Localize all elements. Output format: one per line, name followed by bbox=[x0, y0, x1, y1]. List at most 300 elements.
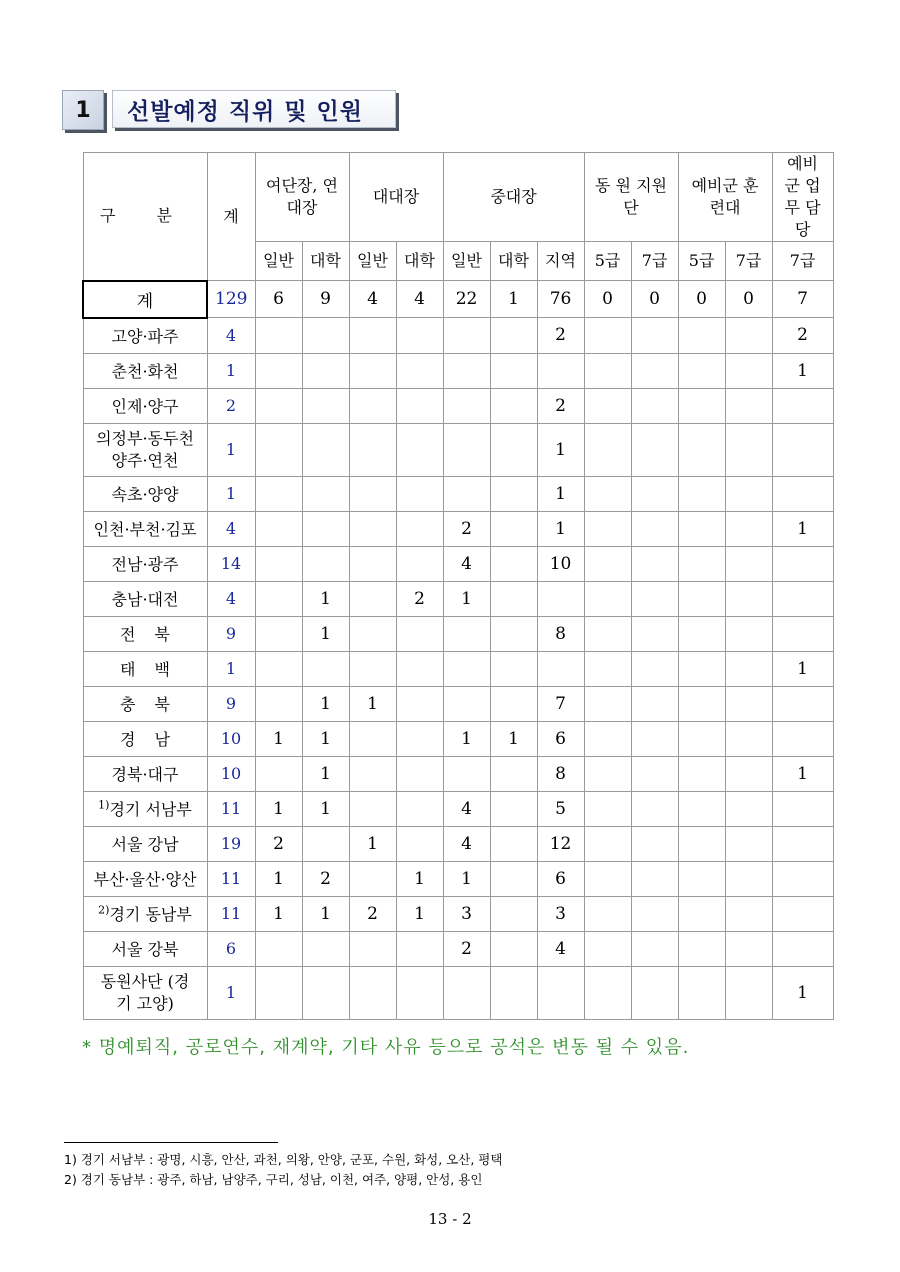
row-cell bbox=[443, 651, 490, 686]
row-cell bbox=[255, 931, 302, 966]
row-cell bbox=[631, 546, 678, 581]
row-cell bbox=[396, 616, 443, 651]
row-cell: 2 bbox=[537, 388, 584, 423]
row-cell bbox=[302, 966, 349, 1019]
table-row bbox=[83, 476, 833, 511]
row-label: 경기 서남부 bbox=[109, 800, 192, 819]
positions-table bbox=[82, 152, 834, 1020]
row-cell bbox=[537, 651, 584, 686]
row-cell bbox=[772, 931, 833, 966]
row-label: 인제·양구 bbox=[111, 397, 179, 416]
header-sub: 대학 bbox=[396, 242, 443, 281]
row-cell bbox=[725, 651, 772, 686]
row-cell: 2 bbox=[443, 931, 490, 966]
row-cell bbox=[678, 931, 725, 966]
row-cell bbox=[302, 353, 349, 388]
row-cell bbox=[631, 966, 678, 1019]
row-cell bbox=[631, 616, 678, 651]
row-cell: 2 bbox=[443, 511, 490, 546]
row-total: 9 bbox=[207, 616, 255, 651]
total-row-cell: 76 bbox=[537, 281, 584, 318]
row-cell bbox=[725, 756, 772, 791]
row-cell: 4 bbox=[443, 791, 490, 826]
row-label: 부산·울산·양산 bbox=[93, 870, 197, 889]
row-cell bbox=[396, 826, 443, 861]
row-cell bbox=[537, 581, 584, 616]
total-row-cell: 0 bbox=[584, 281, 631, 318]
row-cell bbox=[631, 896, 678, 931]
row-cell: 7 bbox=[537, 686, 584, 721]
row-cell bbox=[396, 388, 443, 423]
footnote-marker: 2) bbox=[98, 903, 110, 917]
header-sub: 일반 bbox=[255, 242, 302, 281]
row-total: 1 bbox=[207, 476, 255, 511]
row-cell bbox=[490, 966, 537, 1019]
row-cell bbox=[725, 686, 772, 721]
row-label: 태 백 bbox=[120, 660, 170, 679]
row-cell bbox=[349, 931, 396, 966]
row-cell bbox=[772, 546, 833, 581]
row-cell bbox=[302, 546, 349, 581]
row-cell: 6 bbox=[537, 861, 584, 896]
table-row bbox=[83, 931, 833, 966]
row-cell bbox=[725, 581, 772, 616]
table-row bbox=[83, 546, 833, 581]
row-cell bbox=[678, 616, 725, 651]
row-label-cell bbox=[83, 651, 207, 686]
row-label-cell bbox=[83, 826, 207, 861]
row-cell bbox=[584, 966, 631, 1019]
row-cell bbox=[302, 423, 349, 476]
row-cell bbox=[396, 791, 443, 826]
row-cell bbox=[490, 476, 537, 511]
row-cell: 1 bbox=[772, 756, 833, 791]
row-cell bbox=[678, 896, 725, 931]
row-cell bbox=[443, 318, 490, 354]
row-total: 10 bbox=[207, 721, 255, 756]
row-cell bbox=[443, 423, 490, 476]
row-cell bbox=[349, 721, 396, 756]
row-cell bbox=[772, 581, 833, 616]
row-cell bbox=[302, 931, 349, 966]
row-label-cell bbox=[83, 756, 207, 791]
row-cell bbox=[678, 966, 725, 1019]
row-cell: 1 bbox=[302, 581, 349, 616]
row-cell bbox=[584, 826, 631, 861]
row-cell bbox=[631, 721, 678, 756]
row-cell bbox=[490, 318, 537, 354]
row-cell: 6 bbox=[537, 721, 584, 756]
row-cell bbox=[255, 353, 302, 388]
row-cell bbox=[490, 423, 537, 476]
row-cell bbox=[772, 791, 833, 826]
section-heading bbox=[62, 90, 402, 134]
row-label: 전남·광주 bbox=[111, 555, 179, 574]
row-cell bbox=[255, 318, 302, 354]
row-cell bbox=[255, 388, 302, 423]
row-cell: 2 bbox=[349, 896, 396, 931]
row-cell bbox=[725, 931, 772, 966]
row-cell bbox=[490, 388, 537, 423]
header-group: 여단장, 연대장 bbox=[255, 153, 349, 242]
row-cell bbox=[584, 721, 631, 756]
table-row bbox=[83, 423, 833, 476]
header-sub: 대학 bbox=[302, 242, 349, 281]
total-row-cell: 4 bbox=[396, 281, 443, 318]
row-cell bbox=[349, 616, 396, 651]
section-number: 1 bbox=[62, 90, 104, 130]
row-cell bbox=[725, 388, 772, 423]
header-group: 대대장 bbox=[349, 153, 443, 242]
row-cell bbox=[443, 756, 490, 791]
table-row bbox=[83, 581, 833, 616]
row-label: 경기 동남부 bbox=[109, 905, 192, 924]
row-cell bbox=[396, 651, 443, 686]
row-cell bbox=[490, 511, 537, 546]
row-label-cell bbox=[83, 581, 207, 616]
row-cell bbox=[349, 353, 396, 388]
row-cell: 1 bbox=[537, 511, 584, 546]
row-cell: 1 bbox=[772, 353, 833, 388]
row-cell bbox=[443, 353, 490, 388]
row-cell: 1 bbox=[302, 686, 349, 721]
row-cell: 1 bbox=[537, 423, 584, 476]
row-cell: 4 bbox=[443, 826, 490, 861]
row-cell bbox=[490, 896, 537, 931]
row-cell bbox=[678, 388, 725, 423]
row-label: 서울 강북 bbox=[111, 940, 179, 959]
row-cell bbox=[396, 318, 443, 354]
footnote-divider bbox=[64, 1142, 278, 1143]
row-total: 1 bbox=[207, 423, 255, 476]
row-cell bbox=[584, 423, 631, 476]
row-cell bbox=[584, 546, 631, 581]
row-label: 고양·파주 bbox=[111, 327, 179, 346]
row-cell bbox=[302, 388, 349, 423]
row-cell bbox=[725, 423, 772, 476]
header-sub: 지역 bbox=[537, 242, 584, 281]
row-cell bbox=[490, 826, 537, 861]
row-cell bbox=[725, 896, 772, 931]
row-label: 충남·대전 bbox=[111, 590, 179, 609]
row-cell bbox=[255, 966, 302, 1019]
row-cell bbox=[443, 476, 490, 511]
row-cell bbox=[443, 616, 490, 651]
total-row-cell: 6 bbox=[255, 281, 302, 318]
row-cell bbox=[725, 546, 772, 581]
row-cell bbox=[772, 423, 833, 476]
row-cell bbox=[678, 756, 725, 791]
row-cell bbox=[349, 423, 396, 476]
row-label-cell bbox=[83, 896, 207, 931]
row-cell bbox=[678, 476, 725, 511]
row-label-cell bbox=[83, 686, 207, 721]
row-cell: 1 bbox=[490, 721, 537, 756]
row-cell bbox=[349, 791, 396, 826]
row-cell bbox=[584, 318, 631, 354]
header-total: 계 bbox=[207, 153, 255, 281]
row-cell bbox=[678, 791, 725, 826]
table-row bbox=[83, 318, 833, 354]
row-cell bbox=[678, 721, 725, 756]
row-cell bbox=[678, 353, 725, 388]
row-cell bbox=[725, 791, 772, 826]
row-cell bbox=[631, 318, 678, 354]
row-cell bbox=[631, 861, 678, 896]
row-cell: 1 bbox=[255, 861, 302, 896]
row-label-cell bbox=[83, 861, 207, 896]
row-cell bbox=[725, 616, 772, 651]
row-cell bbox=[678, 318, 725, 354]
row-total: 1 bbox=[207, 966, 255, 1019]
row-label: 춘천·화천 bbox=[111, 362, 179, 381]
row-cell bbox=[396, 686, 443, 721]
row-cell: 12 bbox=[537, 826, 584, 861]
row-cell: 1 bbox=[349, 826, 396, 861]
row-label: 의정부·동두천 양주·연천 bbox=[96, 428, 194, 470]
table-row bbox=[83, 616, 833, 651]
header-group: 예비군 업무 담당 bbox=[772, 153, 833, 242]
row-label: 동원사단 (경기 고양) bbox=[100, 971, 190, 1013]
total-row-cell: 22 bbox=[443, 281, 490, 318]
total-row-sum: 129 bbox=[207, 281, 255, 318]
row-cell bbox=[255, 476, 302, 511]
header-sub: 7급 bbox=[772, 242, 833, 281]
row-cell bbox=[302, 826, 349, 861]
table-row bbox=[83, 353, 833, 388]
row-cell: 2 bbox=[255, 826, 302, 861]
row-cell bbox=[349, 318, 396, 354]
footnote-2: 2) 경기 동남부 : 광주, 하남, 남양주, 구리, 성남, 이천, 여주, 양평, 안성, 용인 bbox=[64, 1172, 483, 1187]
row-cell bbox=[255, 686, 302, 721]
row-cell bbox=[678, 861, 725, 896]
total-row-cell: 0 bbox=[631, 281, 678, 318]
section-title: 선발예정 직위 및 인원 bbox=[112, 90, 396, 128]
row-cell: 1 bbox=[255, 896, 302, 931]
row-cell bbox=[396, 721, 443, 756]
page-number: 13 - 2 bbox=[428, 1210, 472, 1228]
header-sub: 7급 bbox=[725, 242, 772, 281]
row-cell bbox=[725, 318, 772, 354]
row-total: 19 bbox=[207, 826, 255, 861]
row-cell bbox=[255, 581, 302, 616]
row-cell bbox=[772, 861, 833, 896]
row-cell bbox=[584, 581, 631, 616]
row-cell: 1 bbox=[302, 896, 349, 931]
row-cell bbox=[349, 966, 396, 1019]
row-label-cell bbox=[83, 721, 207, 756]
row-cell bbox=[631, 353, 678, 388]
header-sub: 일반 bbox=[443, 242, 490, 281]
row-cell bbox=[349, 388, 396, 423]
row-label-cell bbox=[83, 546, 207, 581]
row-cell bbox=[255, 423, 302, 476]
row-cell bbox=[396, 756, 443, 791]
row-total: 2 bbox=[207, 388, 255, 423]
row-cell bbox=[396, 546, 443, 581]
header-sub: 5급 bbox=[678, 242, 725, 281]
header-category: 구 분 bbox=[83, 153, 207, 281]
row-cell bbox=[302, 318, 349, 354]
row-cell bbox=[255, 756, 302, 791]
row-cell bbox=[678, 581, 725, 616]
row-cell bbox=[725, 476, 772, 511]
row-cell bbox=[443, 388, 490, 423]
row-cell: 1 bbox=[302, 756, 349, 791]
row-cell bbox=[631, 791, 678, 826]
row-cell bbox=[725, 721, 772, 756]
row-label-cell bbox=[83, 318, 207, 354]
row-cell bbox=[678, 651, 725, 686]
row-label: 충 북 bbox=[120, 695, 170, 714]
header-group: 중대장 bbox=[443, 153, 584, 242]
table-row bbox=[83, 826, 833, 861]
row-cell bbox=[631, 931, 678, 966]
row-cell: 1 bbox=[443, 721, 490, 756]
row-total: 4 bbox=[207, 318, 255, 354]
total-row-cell: 1 bbox=[490, 281, 537, 318]
row-cell bbox=[302, 651, 349, 686]
row-cell bbox=[443, 966, 490, 1019]
row-cell bbox=[255, 511, 302, 546]
row-cell: 1 bbox=[302, 791, 349, 826]
row-label: 경북·대구 bbox=[111, 765, 179, 784]
row-cell bbox=[255, 651, 302, 686]
row-cell bbox=[349, 546, 396, 581]
row-cell bbox=[396, 931, 443, 966]
row-cell bbox=[584, 476, 631, 511]
row-label-cell bbox=[83, 388, 207, 423]
row-cell bbox=[584, 896, 631, 931]
row-cell bbox=[631, 826, 678, 861]
row-cell: 2 bbox=[537, 318, 584, 354]
row-cell: 3 bbox=[537, 896, 584, 931]
row-cell bbox=[349, 511, 396, 546]
row-label: 전 북 bbox=[120, 625, 170, 644]
row-cell bbox=[772, 686, 833, 721]
row-cell bbox=[678, 546, 725, 581]
row-cell bbox=[490, 686, 537, 721]
row-total: 11 bbox=[207, 861, 255, 896]
total-row-label: 계 bbox=[83, 281, 207, 318]
row-label-cell bbox=[83, 791, 207, 826]
row-cell bbox=[537, 353, 584, 388]
row-cell bbox=[631, 423, 678, 476]
table-row bbox=[83, 756, 833, 791]
row-cell: 2 bbox=[302, 861, 349, 896]
row-cell bbox=[584, 931, 631, 966]
row-total: 9 bbox=[207, 686, 255, 721]
row-cell bbox=[584, 388, 631, 423]
row-cell: 4 bbox=[537, 931, 584, 966]
row-cell bbox=[631, 651, 678, 686]
row-cell bbox=[396, 423, 443, 476]
row-cell bbox=[490, 546, 537, 581]
row-cell: 5 bbox=[537, 791, 584, 826]
vacancy-note: * 명예퇴직, 공로연수, 재계약, 기타 사유 등으로 공석은 변동 될 수 있음. bbox=[82, 1037, 690, 1058]
table-row bbox=[83, 966, 833, 1019]
row-cell bbox=[537, 966, 584, 1019]
row-cell bbox=[772, 721, 833, 756]
row-total: 4 bbox=[207, 511, 255, 546]
row-cell bbox=[725, 511, 772, 546]
row-cell: 1 bbox=[302, 616, 349, 651]
row-cell bbox=[255, 616, 302, 651]
row-cell: 2 bbox=[396, 581, 443, 616]
row-cell: 1 bbox=[772, 966, 833, 1019]
row-cell bbox=[772, 896, 833, 931]
row-cell bbox=[678, 686, 725, 721]
row-cell: 1 bbox=[443, 861, 490, 896]
row-cell bbox=[631, 686, 678, 721]
row-cell: 3 bbox=[443, 896, 490, 931]
row-label: 속초·양양 bbox=[111, 485, 179, 504]
row-cell bbox=[631, 388, 678, 423]
row-cell bbox=[584, 756, 631, 791]
row-cell bbox=[631, 476, 678, 511]
row-cell bbox=[443, 686, 490, 721]
row-label-cell bbox=[83, 966, 207, 1019]
header-sub: 7급 bbox=[631, 242, 678, 281]
row-cell bbox=[772, 826, 833, 861]
row-cell: 1 bbox=[255, 721, 302, 756]
row-cell bbox=[584, 791, 631, 826]
row-cell bbox=[584, 861, 631, 896]
footnote-marker: 1) bbox=[98, 798, 110, 812]
row-cell bbox=[490, 756, 537, 791]
row-label-cell bbox=[83, 353, 207, 388]
row-label: 서울 강남 bbox=[111, 835, 179, 854]
row-cell bbox=[490, 791, 537, 826]
row-total: 10 bbox=[207, 756, 255, 791]
row-cell bbox=[396, 353, 443, 388]
total-row bbox=[83, 281, 833, 318]
row-label-cell bbox=[83, 616, 207, 651]
row-cell bbox=[584, 616, 631, 651]
row-cell bbox=[396, 966, 443, 1019]
table-row bbox=[83, 388, 833, 423]
row-total: 1 bbox=[207, 651, 255, 686]
row-cell bbox=[725, 861, 772, 896]
table-row bbox=[83, 721, 833, 756]
row-total: 11 bbox=[207, 896, 255, 931]
row-cell bbox=[349, 861, 396, 896]
row-label-cell bbox=[83, 931, 207, 966]
row-cell bbox=[255, 546, 302, 581]
row-cell bbox=[349, 581, 396, 616]
table-row bbox=[83, 511, 833, 546]
footnotes bbox=[64, 1150, 502, 1190]
row-cell bbox=[584, 686, 631, 721]
row-cell bbox=[349, 756, 396, 791]
row-cell bbox=[490, 651, 537, 686]
row-cell: 8 bbox=[537, 756, 584, 791]
row-cell bbox=[631, 581, 678, 616]
row-cell bbox=[584, 353, 631, 388]
row-cell bbox=[490, 581, 537, 616]
row-cell bbox=[490, 616, 537, 651]
row-cell bbox=[725, 966, 772, 1019]
row-cell: 8 bbox=[537, 616, 584, 651]
header-sub: 일반 bbox=[349, 242, 396, 281]
row-cell: 10 bbox=[537, 546, 584, 581]
row-cell bbox=[678, 511, 725, 546]
row-total: 14 bbox=[207, 546, 255, 581]
row-cell bbox=[631, 756, 678, 791]
row-label-cell bbox=[83, 423, 207, 476]
row-cell bbox=[772, 616, 833, 651]
row-total: 11 bbox=[207, 791, 255, 826]
